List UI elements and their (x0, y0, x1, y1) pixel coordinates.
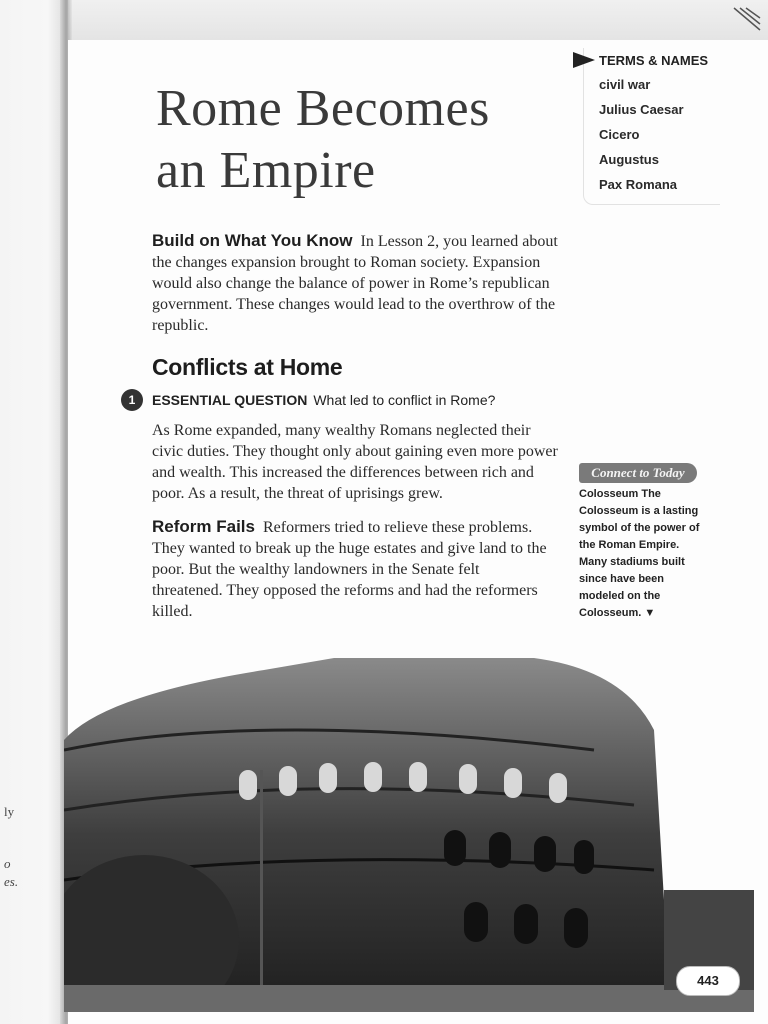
reform-fails-text: Reformers tried to relieve these problems. They wanted to break up the huge estates and give land to the poor. But the wealthy landowners in the Senate felt threatened. They opposed the reforms and had the reformers killed. (152, 519, 547, 620)
term-item: Pax Romana (599, 177, 678, 192)
reform-fails-paragraph (152, 516, 552, 622)
connect-to-today-caption: Colosseum The Colosseum is a lasting symbol of the power of the Roman Empire. Many stadiums built since have been modeled on the Colosseum. ▼ (579, 488, 700, 619)
build-text: In Lesson 2, you learned about the changes expansion brought to Roman society. Expansion would also change the balance of power in Rome’s republican government. These changes would lead to the overthrow of the republic. (152, 233, 558, 334)
page-title (156, 78, 576, 202)
title-line-1: Rome Becomes (156, 80, 490, 137)
essential-question-label: ESSENTIAL QUESTION (152, 392, 308, 408)
term-item: Augustus (599, 152, 659, 167)
essential-question-text: What led to conflict in Rome? (313, 392, 496, 408)
page-number: 443 (676, 966, 740, 996)
essential-question (121, 389, 495, 411)
terms-heading (573, 52, 708, 68)
build-on-what-you-know (152, 230, 572, 336)
paragraph: As Rome expanded, many wealthy Romans neglected their civic duties. They thought only about gaining even more power and wealth. This increased the differences between rich and poor. As a result, the threat of uprisings grew. (152, 422, 558, 502)
left-page (0, 0, 68, 1024)
arrow-icon (573, 52, 595, 68)
left-page-fragment: ly (4, 804, 15, 819)
build-lead: Build on What You Know (152, 231, 353, 250)
terms-list (599, 76, 684, 201)
reform-fails-lead: Reform Fails (152, 517, 255, 536)
term-item: Julius Caesar (599, 102, 684, 117)
term-item: civil war (599, 77, 651, 92)
page-top-edge (0, 0, 768, 40)
colosseum-photo (64, 640, 754, 1012)
terms-heading-label: TERMS & NAMES (599, 52, 709, 68)
section-heading: Conflicts at Home (152, 354, 343, 380)
title-line-2: an Empire (156, 142, 376, 199)
question-number-badge: 1 (121, 389, 143, 411)
left-page-fragment: es. (4, 874, 19, 889)
term-item: Cicero (599, 127, 640, 142)
connect-to-today-label: Connect to Today (579, 463, 697, 483)
terms-and-names-box (583, 48, 720, 205)
left-page-fragment: o (4, 856, 11, 871)
corner-hatch-icon (732, 6, 762, 32)
